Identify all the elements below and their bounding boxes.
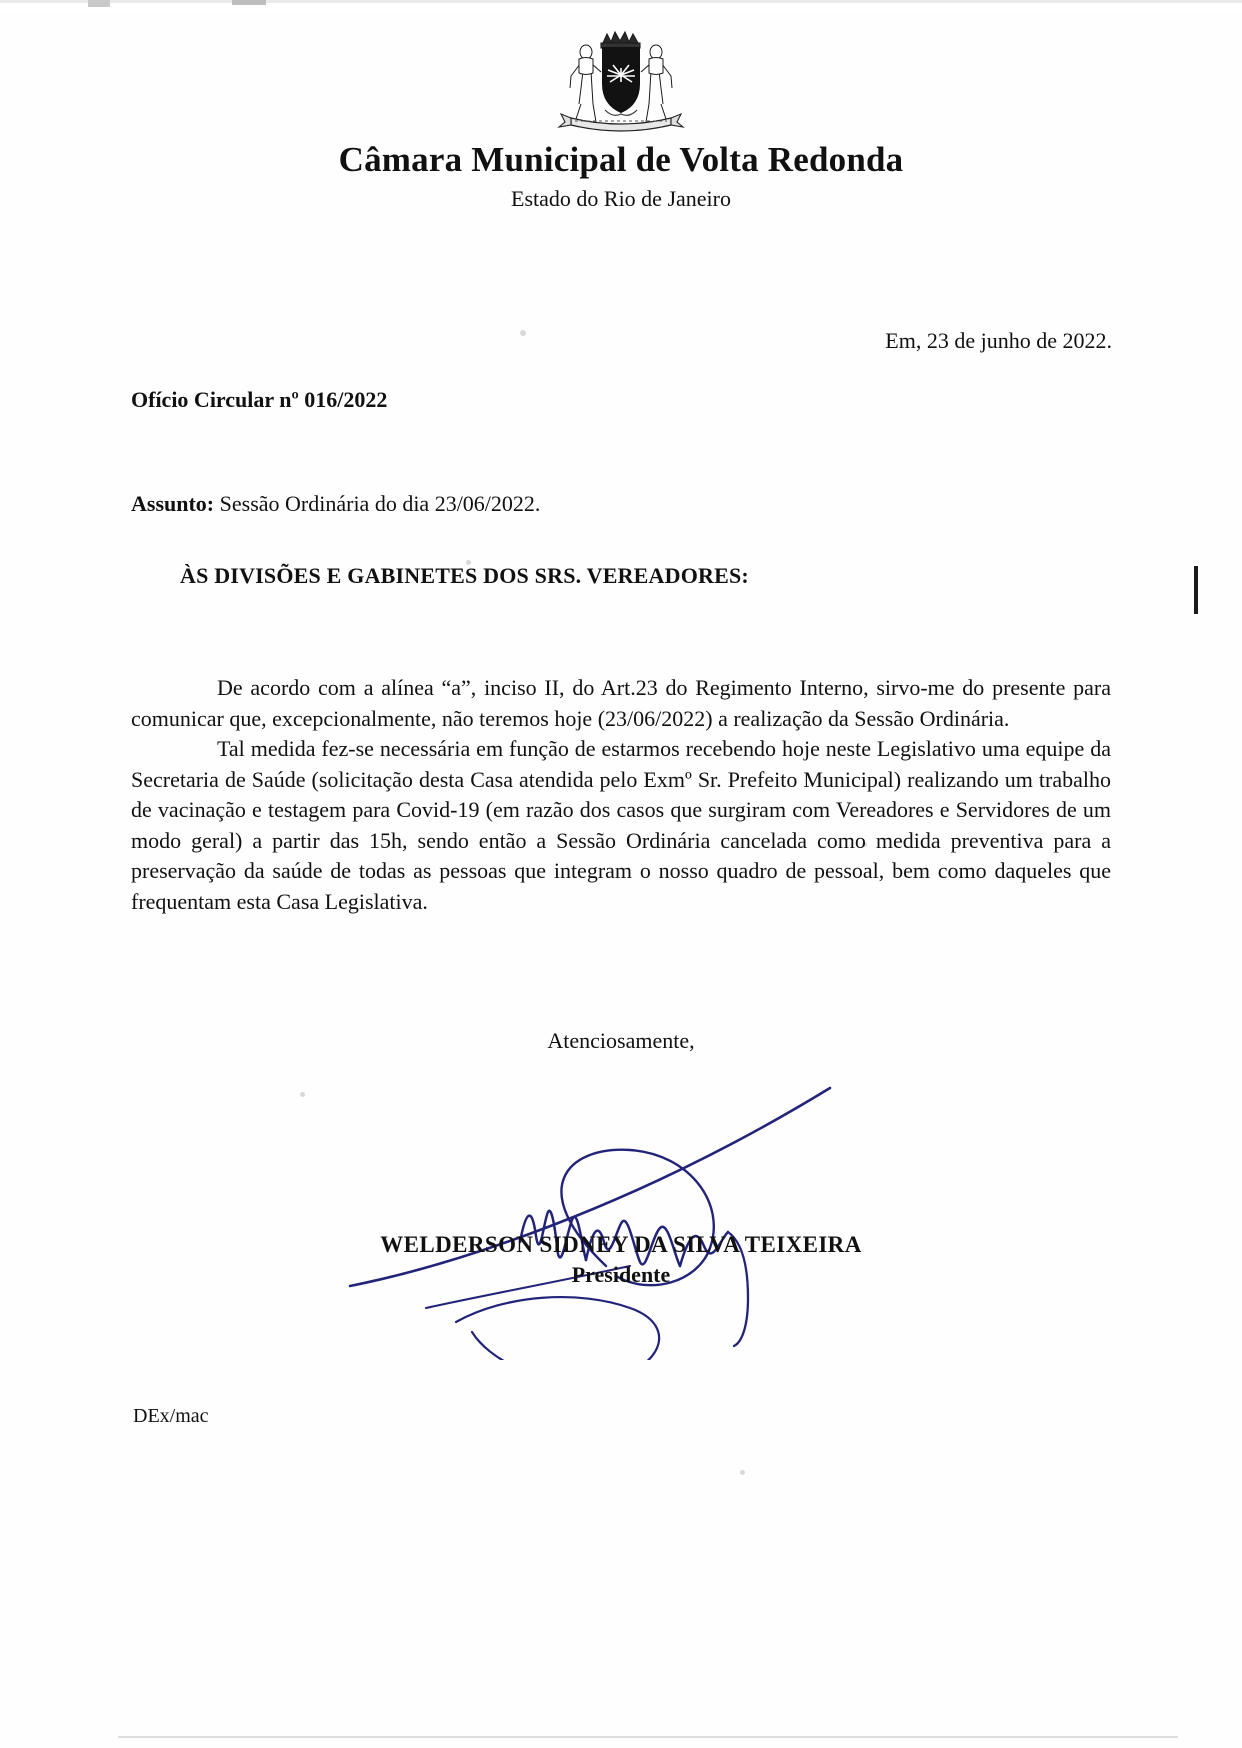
footer-reference: DEx/mac [133, 1405, 209, 1427]
handwritten-signature [330, 1070, 890, 1360]
addressee-heading: ÀS DIVISÕES E GABINETES DOS SRS. VEREADORES: [180, 563, 749, 588]
scan-speck-artifact [232, 0, 266, 5]
body-paragraph-2: Tal medida fez-se necessária em função de estarmos recebendo hoje neste Legislativo uma equipe da Secretaria de Saúde (solicitação desta Casa atendida pelo Exmº Sr. Prefeito Municipal) realizando um trabalho de vacinação e testagem para Covid-19 (em razão dos casos que surgiram com Vereadores e Servidores de um modo geral) a partir das 15h, sendo então a Sessão Ordinária cancelada como medida preventiva para a preservação da saúde de todas as pessoas que integram o nosso quadro de pessoal, bem como daqueles que frequentam esta Casa Legislativa. [131, 736, 1111, 914]
signer-name: WELDERSON SIDNEY DA SILVA TEIXEIRA [380, 1232, 862, 1257]
subject-line [131, 491, 540, 517]
subject-label: Assunto: [131, 491, 215, 516]
scan-edge-artifact [0, 0, 1242, 12]
scan-speck-artifact [740, 1470, 745, 1475]
coat-of-arms-icon [541, 26, 701, 138]
document-number: Ofício Circular nº 016/2022 [131, 387, 388, 412]
scan-speck-artifact [88, 0, 110, 7]
page-subtitle: Estado do Rio de Janeiro [511, 186, 731, 211]
body-paragraph-1: De acordo com a alínea “a”, inciso II, do Art.23 do Regimento Interno, sirvo-me do presente para comunicar que, excepcionalmente, não teremos hoje (23/06/2022) a realização da Sessão Ordinária. [131, 675, 1111, 731]
closing-salutation: Atenciosamente, [547, 1028, 695, 1053]
handwritten-signature-icon [330, 1070, 890, 1360]
scan-edge-artifact [118, 1736, 1178, 1738]
signature-area [0, 1070, 1242, 1360]
scan-edge-mark [1194, 566, 1198, 614]
subject-value: Sessão Ordinária do dia 23/06/2022. [219, 491, 541, 516]
scan-speck-artifact [520, 330, 526, 336]
document-body [131, 673, 1111, 917]
date-line: Em, 23 de junho de 2022. [885, 328, 1112, 353]
signer-role: Presidente [571, 1262, 671, 1287]
coat-of-arms [0, 26, 1242, 138]
page-title: Câmara Municipal de Volta Redonda [338, 140, 904, 179]
